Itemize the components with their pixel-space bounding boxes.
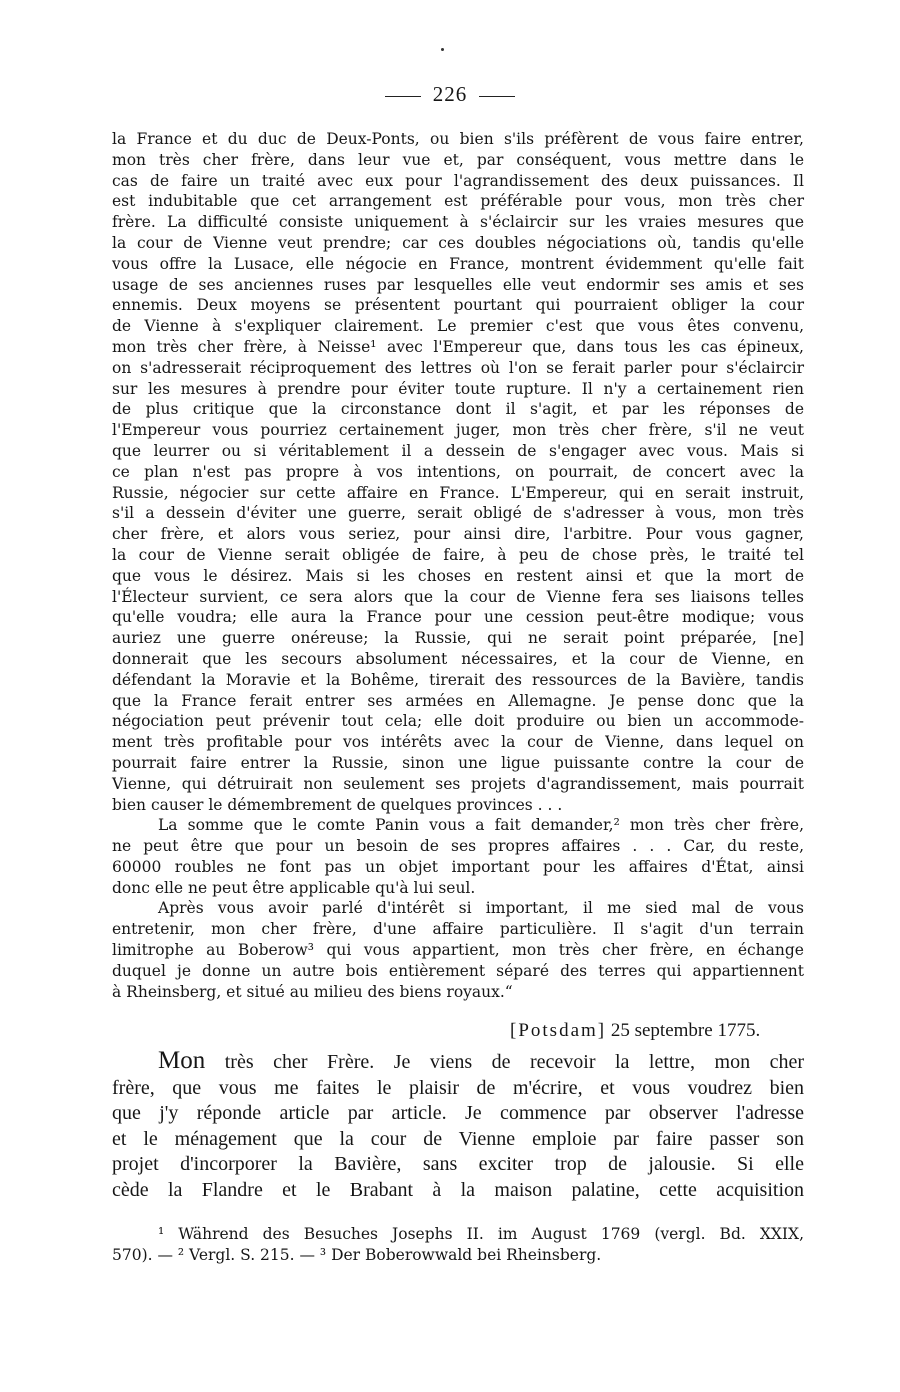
- reply-line: Mon très cher Frère. Je viens de recevoir la lettre, mon cher: [158, 1047, 804, 1074]
- text-line: mon très cher frère, dans leur vue et, par conséquent, vous mettre dans le: [112, 150, 804, 169]
- footnote-line-2: 570). — ² Vergl. S. 215. — ³ Der Boberowwald bei Rheinsberg.: [112, 1245, 602, 1264]
- text-line: auriez une guerre onéreuse; la Russie, qui ne serait point préparée, [ne]: [112, 629, 804, 648]
- text-line: Russie, négocier sur cette affaire en France. L'Empereur, qui en serait instruit,: [112, 483, 804, 502]
- text-line: vous offre la Lusace, elle négocie en France, montrent évidemment qu'elle fait: [112, 254, 804, 273]
- text-line: la cour de Vienne serait obligée de faire, à peu de chose près, le traité tel: [112, 545, 804, 564]
- reply-line: cède la Flandre et le Brabant à la maison palatine, cette acquisition: [112, 1178, 804, 1201]
- text-line: entretenir, mon cher frère, d'une affaire particulière. Il s'agit d'un terrain: [112, 920, 804, 939]
- text-line: est indubitable que cet arrangement est préférable pour vous, mon très cher: [112, 192, 804, 211]
- reply-line: projet d'incorporer la Bavière, sans exciter trop de jalousie. Si elle: [112, 1153, 804, 1176]
- text-line: 60000 roubles ne font pas un objet important pour les affaires d'État, ainsi: [112, 857, 804, 876]
- text-line: limitrophe au Boberow³ qui vous appartient, mon très cher frère, en échange: [112, 941, 804, 960]
- dateline-place: [Potsdam]: [510, 1020, 607, 1041]
- text-line: frère. La difficulté consiste uniquement à s'éclaircir sur les vraies mesures que: [112, 213, 804, 232]
- text-line: mon très cher frère, à Neisse¹ avec l'Empereur que, dans tous les cas épineux,: [112, 337, 804, 356]
- text-line: donc elle ne peut être applicable qu'à lui seul.: [112, 878, 476, 897]
- reply-first-word: Mon: [158, 1047, 206, 1074]
- text-line: cher frère, et alors vous seriez, pour ainsi dire, l'arbitre. Pour vous gagner,: [112, 525, 804, 544]
- text-line: qu'elle voudra; elle aura la France pour une cession peut-être modique; vous: [112, 608, 804, 627]
- text-line: pourrait faire entrer la Russie, sinon une ligue puissante contre la cour de: [112, 753, 804, 772]
- letter-body: [112, 129, 804, 1002]
- text-line: cas de faire un traité avec eux pour l'agrandissement des deux puissances. Il: [112, 171, 804, 190]
- text-line: à Rheinsberg, et situé au milieu des biens royaux.“: [112, 982, 513, 1001]
- left-rule: [385, 96, 421, 97]
- text-line: ment très profitable pour vos intérêts avec la cour de Vienne, dans lequel on: [112, 733, 804, 752]
- page-number-text: 226: [432, 82, 468, 106]
- text-line: sur les mesures à prendre pour éviter toute rupture. Il n'y a certainement rien: [112, 379, 804, 398]
- text-line: l'Empereur vous pourriez certainement juger, mon très cher frère, s'il ne veut: [112, 421, 804, 440]
- reply-line: que j'y réponde article par article. Je commence par observer l'adresse: [112, 1102, 804, 1125]
- text-line: l'Électeur survient, ce sera alors que la cour de Vienne fera ses liaisons telles: [112, 587, 804, 606]
- text-line: que la France ferait entrer ses armées en Allemagne. Je pense donc que la: [112, 691, 804, 710]
- text-line: Après vous avoir parlé d'intérêt si important, il me sied mal de vous: [158, 899, 804, 918]
- text-line: duquel je donne un autre bois entièrement séparé des terres qui appartiennent: [112, 961, 804, 980]
- paragraph-2: [112, 815, 804, 898]
- speck: [441, 48, 444, 51]
- reply-line: frère, que vous me faites le plaisir de m'écrire, et vous voudrez bien: [112, 1076, 804, 1099]
- text-line: usage de ses anciennes ruses par lesquelles elle veut endormir ses amis et ses: [112, 275, 804, 294]
- text-line: la cour de Vienne veut prendre; car ces doubles négociations où, tandis qu'elle: [112, 233, 804, 252]
- text-line: la France et du duc de Deux-Ponts, ou bien s'ils préfèrent de vous faire entrer,: [112, 130, 804, 148]
- paragraph-1: [112, 129, 804, 815]
- text-line: négociation peut prévenir tout cela; elle doit produire ou bien un accommode-: [112, 712, 804, 731]
- reply-letter: [112, 1048, 804, 1204]
- footnote-line-1: ¹ Während des Besuches Josephs II. im August 1769 (vergl. Bd. XXIX,: [158, 1225, 804, 1243]
- page-number: [0, 82, 900, 107]
- text-line: ne peut être que pour un besoin de ses propres affaires . . . Car, du reste,: [112, 837, 804, 856]
- text-line: s'il a dessein d'éviter une guerre, serait obligé de s'adresser à vous, mon très: [112, 504, 804, 523]
- text-line: bien causer le démembrement de quelques provinces . . .: [112, 795, 563, 814]
- text-line: ce plan n'est pas propre à vos intentions, on pourrait, de concert avec la: [112, 462, 804, 481]
- footnotes: [112, 1224, 804, 1266]
- text-line: de Vienne à s'expliquer clairement. Le premier c'est que vous êtes convenu,: [112, 317, 804, 336]
- paragraph-3: [112, 898, 804, 1002]
- text-line: ennemis. Deux moyens se présentent pourtant qui pourraient obliger la cour: [112, 296, 804, 315]
- dateline-date: 25 septembre 1775.: [610, 1020, 761, 1041]
- text-line: donnerait que les secours absolument nécessaires, et la cour de Vienne, en: [112, 649, 804, 668]
- text-line: de plus critique que la circonstance dont il s'agit, et par les réponses de: [112, 400, 804, 419]
- text-line: Vienne, qui détruirait non seulement ses projets d'agrandissement, mais pourrait: [112, 774, 804, 793]
- reply-line: et le ménagement que la cour de Vienne emploie par faire passer son: [112, 1127, 804, 1150]
- right-rule: [479, 96, 515, 97]
- text-line: que vous le désirez. Mais si les choses en restent ainsi et que la mort de: [112, 566, 804, 585]
- dateline: [510, 1020, 760, 1042]
- text-line: on s'adresserait réciproquement des lettres où l'on se ferait parler pour s'éclaircir: [112, 358, 804, 377]
- text-line: La somme que le comte Panin vous a fait demander,² mon très cher frère,: [158, 816, 804, 835]
- text-line: défendant la Moravie et la Bohême, tirerait des ressources de la Bavière, tandis: [112, 670, 804, 689]
- text-line: que leurrer ou si véritablement il a dessein de s'engager avec vous. Mais si: [112, 441, 804, 460]
